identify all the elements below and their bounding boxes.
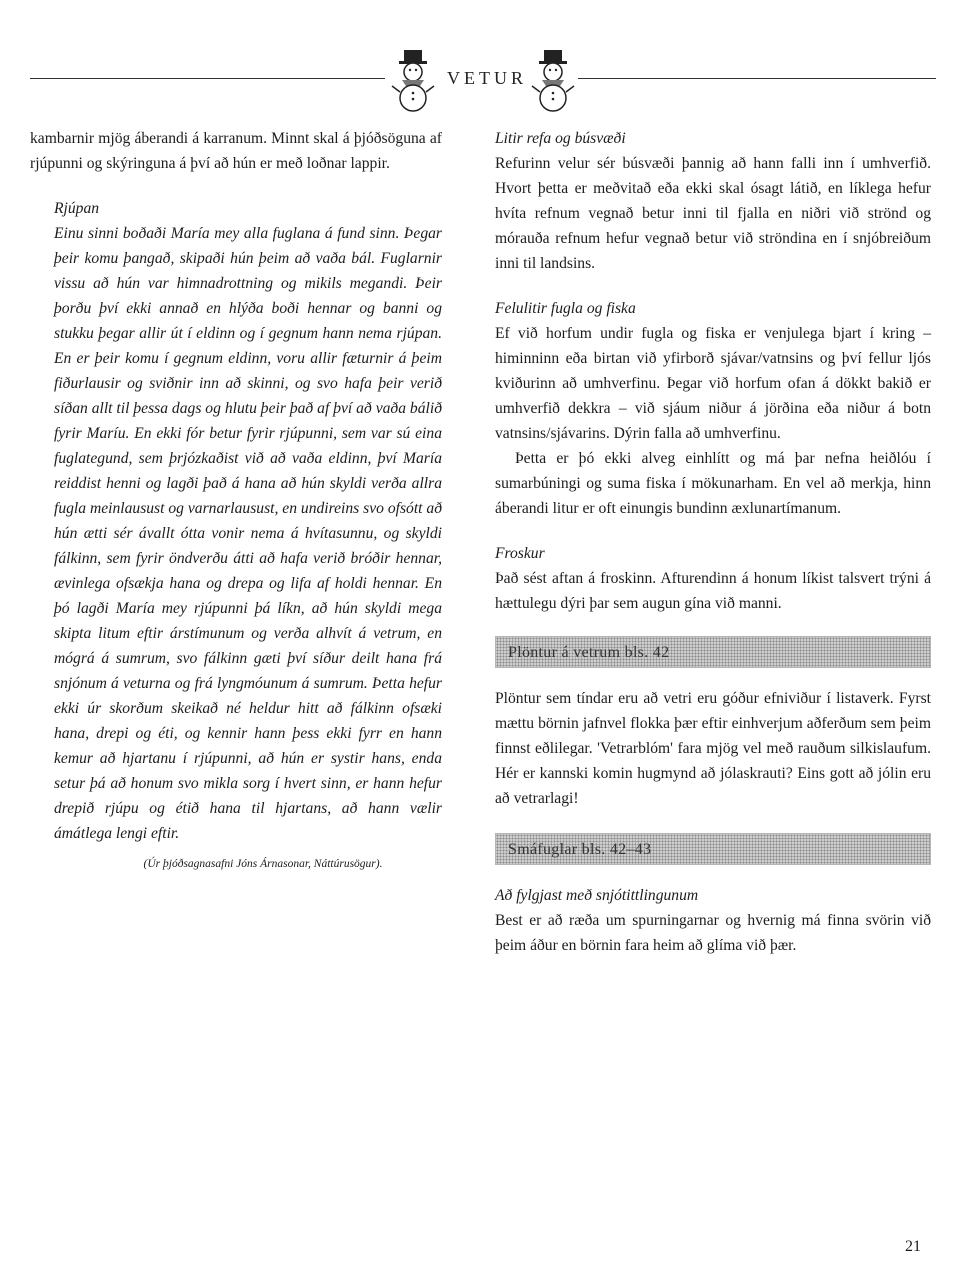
section-paragraph: Ef við horfum undir fugla og fiska er venjulega bjart í kring – himinninn eða birtan við yfirborð sjávar/vatnsins og því fellur ljós kviðurinn að umhverfinu. Þegar við horfum ofan á dökkt bakið er umhverfið dekkra – við sjáum niður á jörðina eða niður á botn vatnsins/sjávarins. Dýrin falla að umhverfinu. xyxy=(495,325,931,442)
plants-heading: Plöntur á vetrum bls. 42 xyxy=(508,644,670,661)
birds-heading-bar xyxy=(495,833,931,865)
story-title: Rjúpan xyxy=(54,200,100,217)
section-fox-colors xyxy=(495,126,931,276)
plants-paragraph: Plöntur sem tíndar eru að vetri eru góður efniviður í listaverk. Fyrst mættu börnin jafnvel flokka þær eftir einhverjum aðferðum sem þeim finnst eðlilegar. 'Vetrarblóm' fara mjög vel með rauðum silkislaufum. Hér er kannski komin hugmynd að jólaskrauti? Eins gott að jólin eru að vetrarlagi! xyxy=(495,690,931,807)
intro-paragraph: kambarnir mjög áberandi á karranum. Minnt skal á þjóðsöguna af rjúpunni og skýringuna á því að hún er með loðnar lappir. xyxy=(30,130,442,172)
birds-heading: Smáfuglar bls. 42–43 xyxy=(508,841,652,858)
header-rule-right xyxy=(578,78,936,79)
section-paragraph: Það sést aftan á froskinn. Afturendinn á honum líkist talsvert trýni á hættulegu dýri þar sem augun gína við manni. xyxy=(495,570,931,612)
header-rule-left xyxy=(30,78,385,79)
snowman-icon xyxy=(530,48,576,112)
right-column xyxy=(495,126,931,958)
section-title: Litir refa og búsvæði xyxy=(495,130,626,147)
birds-subtitle: Að fylgjast með snjótittlingunum xyxy=(495,887,699,904)
plants-heading-bar xyxy=(495,636,931,668)
section-title: Felulitir fugla og fiska xyxy=(495,300,636,317)
left-column xyxy=(30,126,442,877)
section-frog xyxy=(495,541,931,616)
section-paragraph: Þetta er þó ekki alveg einhlítt og má þar nefna heiðlóu í sumarbúningi og suma fiska í mökunarham. En vel að merkja, hinn áberandi litur er oft einungis bundinn æxlunartímanum. xyxy=(495,450,931,517)
page-header-title: VETUR xyxy=(447,68,527,88)
page-header xyxy=(30,48,936,118)
section-camouflage xyxy=(495,296,931,521)
birds-paragraph: Best er að ræða um spurningarnar og hvernig má finna svörin við þeim áður en börnin fara heim að glíma við þær. xyxy=(495,912,931,954)
page-number: 21 xyxy=(905,1238,921,1255)
snowman-icon xyxy=(390,48,436,112)
section-title: Froskur xyxy=(495,545,545,562)
story-block xyxy=(54,196,442,877)
story-body: Einu sinni boðaði María mey alla fuglana á fund sinn. Þegar þeir komu þangað, skipaði hún þeim að vaða bál. Fuglarnir vissu að hún var himnadrottning og mikils megandi. Þeir þorðu því ekki annað en hlýða boði hennar og banni og stukku þegar allir út í eldinn og í gegnum hann nema rjúpan. En er þeir komu í gegnum eldinn, voru allir fæturnir á þeim fiðurlausir og sviðnir inn að skinni, og svo hafa þeir verið síðan allt til þessa dags og hlutu þeir það af því að vaða bálið fyrir Maríu. En ekki fór betur fyrir rjúpunni, sem var sú eina fuglategund, sem þrjózkaðist við að vaða eldinn, því María reiddist henni og lagði það á hana að hún skyldi verða allra fugla meinlausust og varnarlausust, en undireins svo ofsótt að hún ætti sér ávallt ótta vonir nema á hvítasunnu, og skyldi fálkinn, sem fyrir öndverðu átti að hafa verið bróðir hennar, ævinlega ofsækja hana og drepa og lifa af holdi hennar. En þó lagði María mey rjúpunni þá líkn, að hún skyldi mega skipta litum eftir árstímunum og verða alhvít á vetrum, en mógrá á sumrum, svo fálkinn gæti því síður deilt hana frá snjónum á veturna og frá lyngmóunum á sumrum. Þetta hefur ekki úr skorðum skeikað né heldur hitt að fálkinn ofsæki hana, drepi og éti, og kennir hann þess ekki fyrr en hann kemur að hjartanu í rjúpunni, að hún er systir hans, enda setur þá að honum svo mikla sorg í hvert sinn, er hann hefur drepið rjúpu og étið hana til hjartans, að hann vælir ámátlega lengi eftir. xyxy=(54,225,442,842)
story-source: (Úr þjóðsagnasafni Jóns Árnasonar, Náttúrusögur). xyxy=(143,858,383,870)
section-paragraph: Refurinn velur sér búsvæði þannig að hann falli inn í umhverfið. Hvort þetta er meðvitað eða ekki skal ósagt látið, en líklega hefur hvíta refnum vegnað betur inni til fjalla en niðri við strönd og mórauða refnum hefur vegnað betur við ströndina en í snjóbreiðum inni til landsins. xyxy=(495,155,931,272)
